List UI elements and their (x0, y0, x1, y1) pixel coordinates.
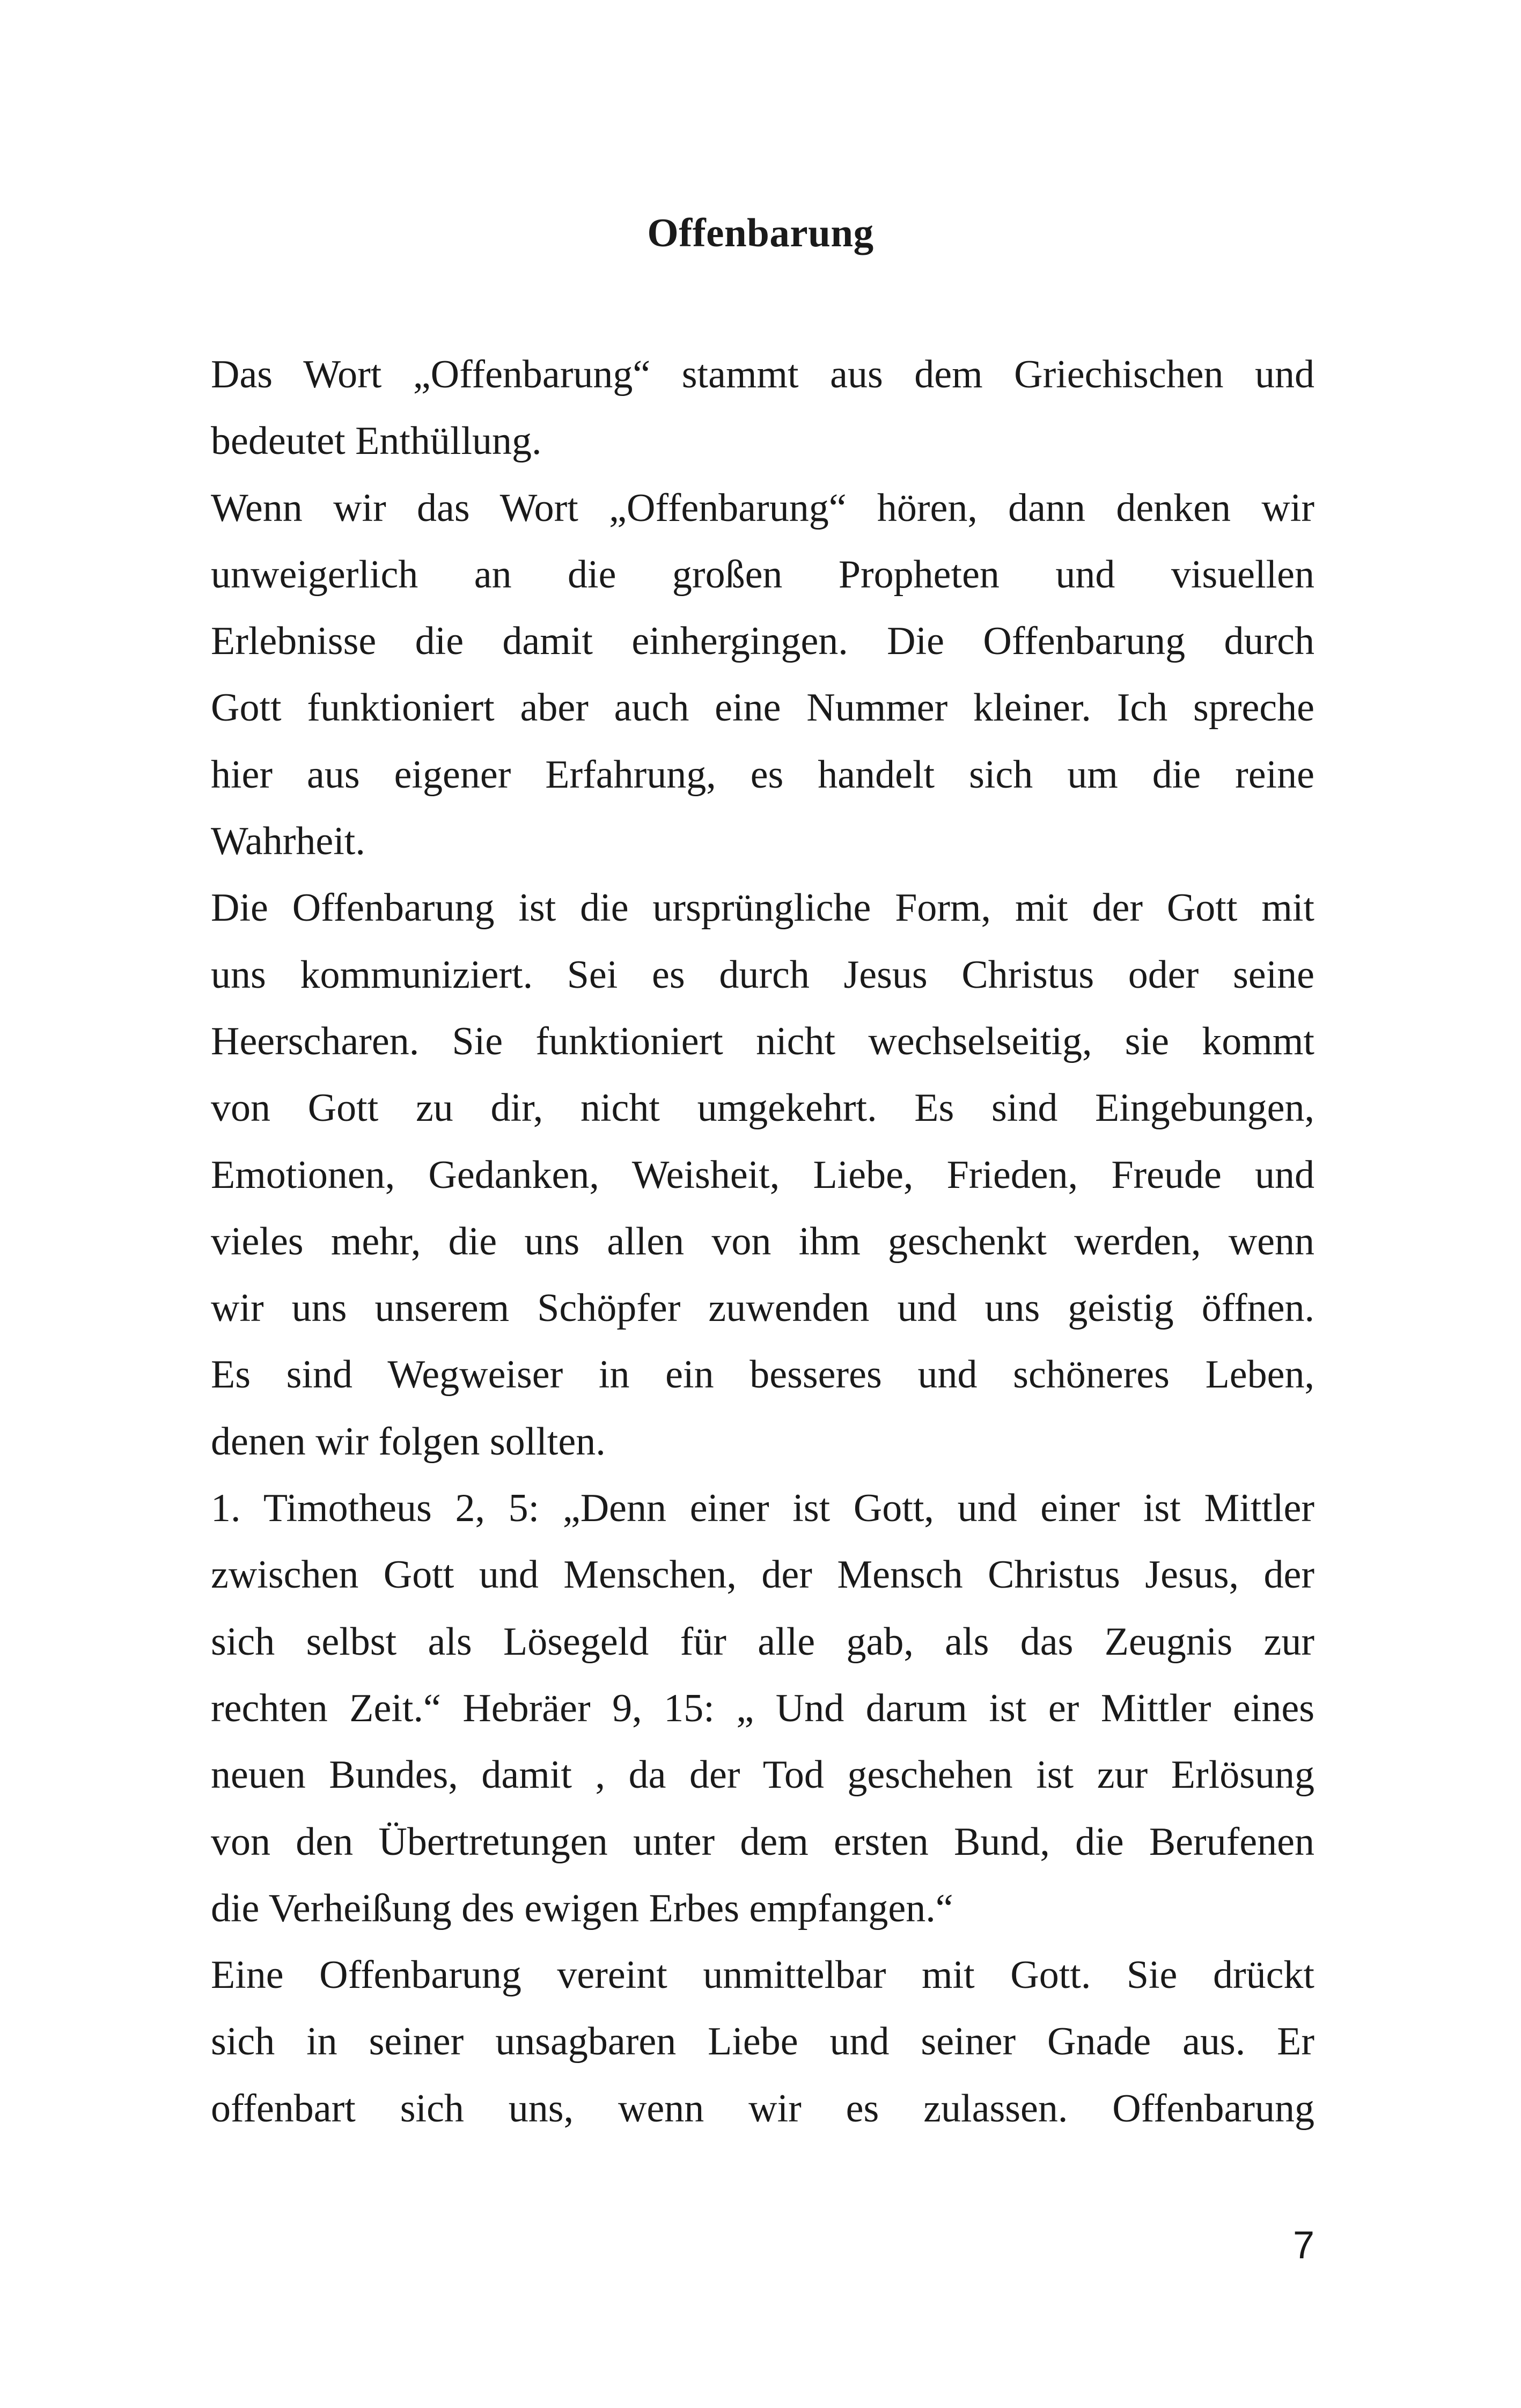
text-line: uns kommuniziert. Sei es durch Jesus Christus oder seine (211, 952, 1314, 997)
text-line: sich in seiner unsagbaren Liebe und seiner Gnade aus. Er (211, 2020, 1314, 2064)
body-text (211, 341, 1314, 2142)
text-line: vieles mehr, die uns allen von ihm geschenkt werden, wenn (211, 1219, 1314, 1264)
text-line: Wahrheit. (211, 819, 365, 864)
chapter-title: Offenbarung (647, 211, 874, 255)
text-line: von den Übertretungen unter dem ersten Bund, die Berufenen (211, 1819, 1314, 1864)
text-line: Gott funktioniert aber auch eine Nummer kleiner. Ich spreche (211, 686, 1314, 730)
text-line: Emotionen, Gedanken, Weisheit, Liebe, Frieden, Freude und (211, 1152, 1314, 1197)
text-line: die Verheißung des ewigen Erbes empfangen.“ (211, 1886, 953, 1930)
text-line: von Gott zu dir, nicht umgekehrt. Es sind Eingebungen, (211, 1086, 1314, 1130)
text-line: Eine Offenbarung vereint unmittelbar mit Gott. Sie drückt (211, 1953, 1314, 1998)
text-line: wir uns unserem Schöpfer zuwenden und uns geistig öffnen. (211, 1286, 1314, 1331)
text-line: rechten Zeit.“ Hebräer 9, 15: „ Und darum ist er Mittler eines (211, 1686, 1314, 1730)
text-line: hier aus eigener Erfahrung, es handelt sich um die reine (211, 752, 1314, 797)
text-line: 1. Timotheus 2, 5: „Denn einer ist Gott, und einer ist Mittler (211, 1486, 1314, 1531)
text-line: zwischen Gott und Menschen, der Mensch Christus Jesus, der (211, 1553, 1314, 1597)
text-line: Erlebnisse die damit einhergingen. Die Offenbarung durch (211, 619, 1314, 664)
text-line: bedeutet Enthüllung. (211, 419, 542, 464)
page-number: 7 (1292, 2224, 1314, 2267)
text-line: Das Wort „Offenbarung“ stammt aus dem Griechischen und (211, 353, 1314, 397)
text-line: offenbart sich uns, wenn wir es zulassen. Offenbarung (211, 2086, 1314, 2131)
text-line: Die Offenbarung ist die ursprüngliche Form, mit der Gott mit (211, 886, 1314, 930)
text-line: Es sind Wegweiser in ein besseres und schöneres Leben, (211, 1353, 1314, 1397)
text-line: Heerscharen. Sie funktioniert nicht wechselseitig, sie kommt (211, 1019, 1314, 1063)
text-line: Wenn wir das Wort „Offenbarung“ hören, dann denken wir (211, 486, 1314, 530)
text-line: denen wir folgen sollten. (211, 1419, 606, 1464)
text-line: neuen Bundes, damit , da der Tod geschehen ist zur Erlösung (211, 1753, 1314, 1797)
text-line: unweigerlich an die großen Propheten und visuellen (211, 552, 1314, 597)
text-line: sich selbst als Lösegeld für alle gab, als das Zeugnis zur (211, 1619, 1314, 1664)
